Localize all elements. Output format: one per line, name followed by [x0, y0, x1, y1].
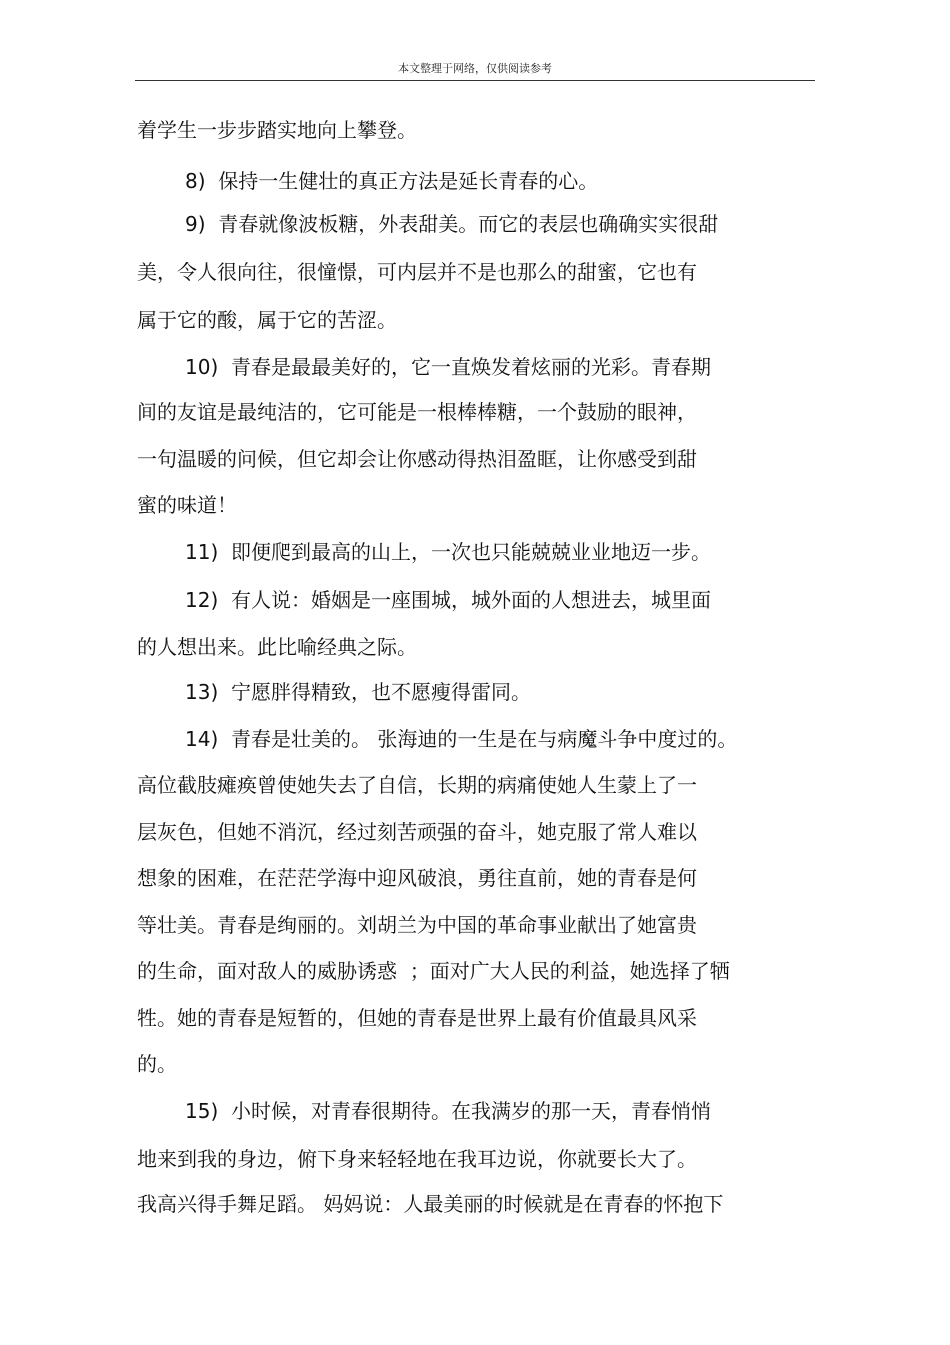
text-line: 的人想出来。此比喻经典之际。 — [137, 635, 417, 659]
text-line: 一句温暖的问候，但它却会让你感动得热泪盈眶，让你感受到甜 — [137, 447, 697, 471]
text-line: 蜜的味道！ — [137, 493, 237, 517]
text-line: 牲。她的青春是短暂的，但她的青春是世界上最有价值最具风采 — [137, 1006, 697, 1030]
text-line: 着学生一步步踏实地向上攀登。 — [137, 118, 417, 142]
text-line: 9) 青春就像波板糖，外表甜美。而它的表层也确确实实很甜 — [185, 212, 719, 236]
text-line: 属于它的酸，属于它的苦涩。 — [137, 308, 397, 332]
text-line: 8) 保持一生健壮的真正方法是延长青春的心。 — [185, 169, 599, 193]
text-line: 15) 小时候，对青春很期待。在我满岁的那一天，青春悄悄 — [185, 1099, 711, 1123]
text-line: 间的友谊是最纯洁的，它可能是一根棒棒糖，一个鼓励的眼神， — [137, 400, 697, 424]
text-line: 13) 宁愿胖得精致，也不愿瘦得雷同。 — [185, 680, 531, 704]
header-rule — [135, 80, 815, 81]
text-line: 地来到我的身边，俯下身来轻轻地在我耳边说，你就要长大了。 — [137, 1147, 697, 1171]
text-line: 10) 青春是最最美好的，它一直焕发着炫丽的光彩。青春期 — [185, 355, 711, 379]
text-line: 的。 — [137, 1052, 177, 1076]
text-line: 层灰色，但她不消沉，经过刻苦顽强的奋斗，她克服了常人难以 — [137, 820, 697, 844]
text-line: 11) 即便爬到最高的山上，一次也只能兢兢业业地迈一步。 — [185, 540, 711, 564]
text-line: 美，令人很向往，很憧憬，可内层并不是也那么的甜蜜，它也有 — [137, 260, 697, 284]
text-line: 高位截肢瘫痪曾使她失去了自信，长期的病痛使她人生蒙上了一 — [137, 773, 697, 797]
text-line: 等壮美。青春是绚丽的。刘胡兰为中国的革命事业献出了她富贵 — [137, 913, 697, 937]
text-line: 我高兴得手舞足蹈。 妈妈说：人最美丽的时候就是在青春的怀抱下 — [137, 1192, 724, 1216]
text-line: 12) 有人说：婚姻是一座围城，城外面的人想进去，城里面 — [185, 588, 711, 612]
page-header: 本文整理于网络，仅供阅读参考 — [398, 62, 552, 75]
text-line: 的生命，面对敌人的威胁诱惑 ；面对广大人民的利益，她选择了牺 — [137, 959, 730, 983]
text-line: 想象的困难，在茫茫学海中迎风破浪，勇往直前，她的青春是何 — [137, 866, 697, 890]
text-line: 14) 青春是壮美的。 张海迪的一生是在与病魔斗争中度过的。 — [185, 727, 738, 751]
